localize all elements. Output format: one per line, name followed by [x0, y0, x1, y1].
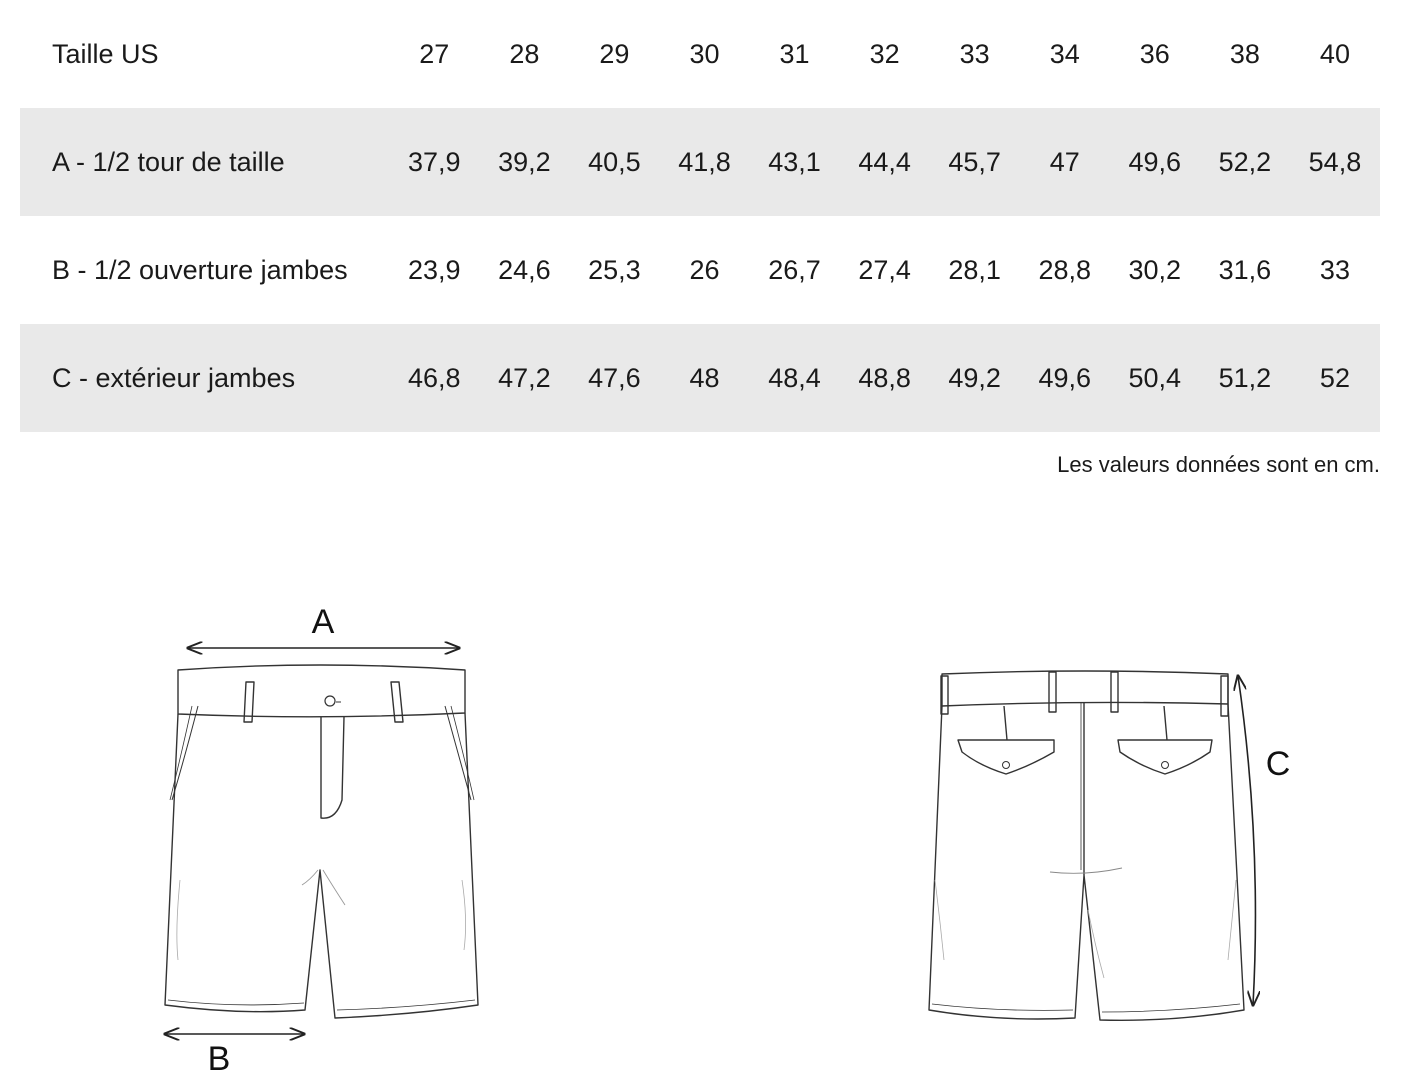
measurement-row-cell: 40,5	[569, 108, 659, 216]
measurement-row-cell: 48,4	[750, 324, 840, 432]
measurement-row-cell: 24,6	[498, 254, 551, 285]
measurement-row-cell: 27,4	[858, 254, 911, 285]
measurement-row-cell: 52	[1290, 324, 1380, 432]
header-row-cell: 29	[599, 38, 630, 69]
header-row-cell: 30	[689, 38, 720, 69]
measurement-row-cell: 43,1	[750, 108, 840, 216]
measurement-row-cell: 31,6	[1218, 254, 1272, 285]
header-row-cell: 34	[1049, 38, 1080, 69]
measurement-row-cell: 47,2	[479, 324, 569, 432]
measurement-row-cell: 46,8	[389, 324, 479, 432]
back-waistband	[942, 671, 1228, 706]
header-row	[20, 0, 1380, 108]
measurement-row-cell: 41,8	[659, 108, 749, 216]
size-table	[20, 0, 1380, 432]
label-c: C	[1265, 745, 1291, 783]
measurement-row-label: C - extérieur jambes	[20, 324, 389, 432]
measurement-row-cell: 39,2	[479, 108, 569, 216]
measurement-row-cell: 51,2	[1200, 324, 1290, 432]
measurement-row-cell: 47,6	[569, 324, 659, 432]
measurement-row-cell: 23,9	[408, 254, 461, 285]
measurement-row-cell: 37,9	[389, 108, 479, 216]
measurement-row	[20, 108, 1380, 216]
header-row-cell: 38	[1229, 38, 1260, 69]
measurement-row-cell: 28,1	[948, 254, 1001, 285]
measurement-row-cell: 44,4	[840, 108, 930, 216]
measurement-row-cell: 49,6	[1110, 108, 1200, 216]
measurement-row-cell: 48,8	[840, 324, 930, 432]
measurement-row-label: B - 1/2 ouverture jambes	[52, 254, 348, 285]
measurement-row-label: A - 1/2 tour de taille	[20, 108, 389, 216]
label-b: B	[207, 1040, 231, 1074]
measurement-row-cell: 49,2	[930, 324, 1020, 432]
measurement-row-cell: 50,4	[1110, 324, 1200, 432]
measurement-row	[20, 216, 1380, 324]
measurement-row	[20, 324, 1380, 432]
measurement-row-cell: 30,2	[1128, 254, 1182, 285]
measurement-row-cell: 26,7	[768, 254, 821, 285]
header-row-cell: 31	[779, 38, 810, 69]
header-row-cell: 36	[1139, 38, 1170, 69]
measurement-row-cell: 54,8	[1290, 108, 1380, 216]
header-row-cell: 33	[959, 38, 990, 69]
waistband	[178, 665, 465, 717]
measurement-row-cell: 45,7	[930, 108, 1020, 216]
measurement-row-cell: 49,6	[1020, 324, 1110, 432]
header-row-cell: 28	[509, 38, 540, 69]
unit-note: Les valeurs données sont en cm.	[1057, 452, 1380, 477]
measurement-row-cell: 26	[689, 254, 720, 285]
measurement-row-cell: 33	[1319, 254, 1350, 285]
measurement-row-cell: 52,2	[1200, 108, 1290, 216]
header-row-cell: 40	[1319, 38, 1350, 69]
measurement-row-cell: 25,3	[588, 254, 641, 285]
header-row-cell: 32	[869, 38, 900, 69]
front-shorts-diagram	[150, 590, 510, 1074]
measurement-row-cell: 47	[1020, 108, 1110, 216]
header-row-cell: 27	[419, 38, 450, 69]
back-shorts-diagram	[910, 660, 1310, 1040]
measurement-row-cell: 28,8	[1038, 254, 1092, 285]
header-row-label: Taille US	[52, 38, 159, 69]
measurement-row-cell: 48	[659, 324, 749, 432]
label-a: A	[311, 603, 335, 641]
